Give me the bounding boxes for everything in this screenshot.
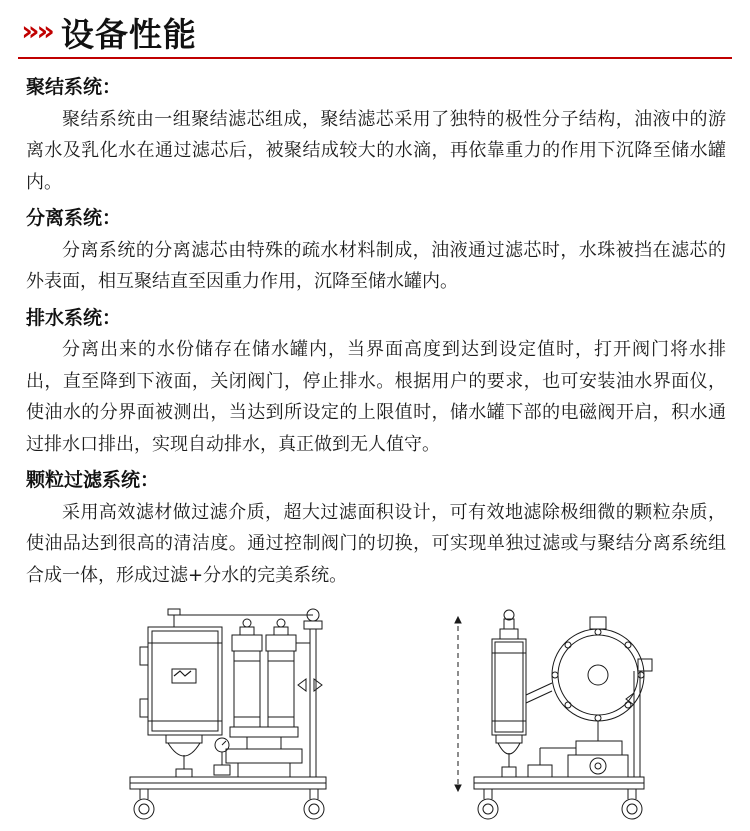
section-title: 分离系统：: [26, 207, 122, 229]
equipment-drawings: [18, 599, 732, 831]
double-chevron-right-icon: »»: [21, 16, 52, 47]
section-body: 采用高效滤材做过滤介质，超大过滤面积设计，可有效地滤除极细微的颗粒杂质，使油品达到很高的清洁度。通过控制阀门的切换，可实现单独过滤或与聚结分离系统组合成一体，形成过滤+分水的完美系统。: [26, 501, 726, 586]
section-title: 颗粒过滤系统：: [26, 469, 160, 491]
section-title: 聚结系统：: [26, 76, 122, 98]
section-body: 聚结系统由一组聚结滤芯组成，聚结滤芯采用了独特的极性分子结构，油液中的游离水及乳化水在通过滤芯后，被聚结成较大的水滴，再依靠重力的作用下沉降至储水罐内。: [26, 108, 726, 193]
section-particle-filtration: [18, 466, 732, 591]
section-body: 分离系统的分离滤芯由特殊的疏水材料制成，油液通过滤芯时，水珠被挡在滤芯的外表面，相互聚结直至因重力作用，沉降至储水罐内。: [26, 239, 726, 292]
page-title: 设备性能: [60, 15, 197, 54]
section-separation: [18, 204, 732, 298]
filtration-unit-front-view-drawing: [114, 599, 344, 829]
section-coalescing: [18, 73, 732, 198]
section-body: 分离出来的水份储存在储水罐内，当界面高度到达到设定值时，打开阀门将水排出，直至降到下液面，关闭阀门，停止排水。根据用户的要求，也可安装油水界面仪，使油水的分界面被测出，当达到所设定的上限值时，储水罐下部的电磁阀开启，积水通过排水口排出，实现自动排水，真正做到无人值守。: [26, 339, 726, 455]
section-title: 排水系统：: [26, 306, 122, 329]
filtration-unit-side-view-drawing: [448, 599, 678, 829]
section-drainage: [18, 304, 732, 461]
page-header: [18, 0, 732, 59]
